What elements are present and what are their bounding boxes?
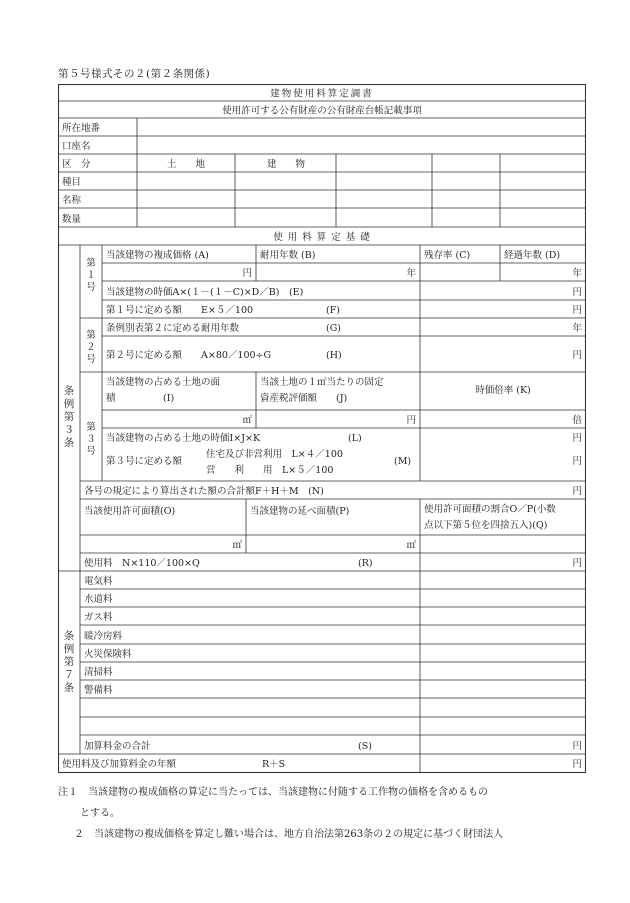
current-price-label: 当該建物の時価A×(１－(１－C)×D／B) (E) (106, 287, 304, 298)
category-label: 区 分 (62, 159, 91, 170)
unit-yen: 円 (572, 287, 582, 298)
annual-label: 使用料及び加算料金の年額 (62, 759, 177, 770)
register-subtitle: 使用許可する公有財産の公有財産台帳記載事項 (222, 105, 422, 117)
name-label: 名称 (62, 195, 82, 206)
item3-label (86, 421, 96, 457)
item2-amount-code: (H) (326, 350, 342, 361)
additional-item-label: 火災保険料 (84, 649, 132, 660)
item3-amount-code: (M) (394, 456, 412, 467)
commercial-use-label: 営 利 用 L×５／100 (206, 465, 334, 476)
item1-amount-code: (F) (326, 305, 341, 316)
svg-text:第２号: 第２号 (86, 330, 96, 365)
additional-item-label: 電気料 (84, 576, 113, 587)
land-area-label-1: 当該建物の占める土地の面 (106, 377, 221, 388)
residual-rate-label: 残存率 (C) (424, 250, 471, 261)
tax-value-label-2: 資産税評価額 (J) (260, 393, 348, 404)
unit-year: 年 (406, 268, 416, 279)
unit-yen: 円 (572, 350, 582, 361)
form-table (58, 84, 586, 774)
additional-item-label: ガス料 (84, 612, 113, 623)
note-1: 注１ 当該建物の複成価格の算定に当たっては、当該建物に付随する工作物の価格を含めるもの (58, 787, 488, 798)
form-title: 建物使用料算定調書 (270, 88, 374, 100)
residential-use-label: 住宅及び非営利用 L×４／100 (206, 449, 343, 460)
land-price-code: (L) (348, 433, 362, 444)
article3-label (64, 384, 75, 449)
usage-fee-form (58, 84, 586, 774)
item2-label (86, 329, 96, 365)
price-multiplier-label: 時価倍率 (K) (475, 385, 531, 396)
unit-yen: 円 (572, 456, 582, 467)
additional-item-label: 警備料 (84, 685, 113, 696)
unit-yen: 円 (242, 268, 252, 279)
svg-text:条例第７条: 条例第７条 (63, 630, 75, 694)
replacement-price-label: 当該建物の複成価格 (A) (106, 250, 209, 261)
ratio-label-2: 点以下第５位を四捨五入)(Q) (424, 520, 548, 531)
unit-year: 年 (572, 323, 582, 334)
unit-sqm: ㎡ (242, 415, 252, 426)
additional-item-label: 暖冷房料 (84, 631, 123, 642)
svg-text:条例第３条: 条例第３条 (63, 385, 75, 449)
land-area-label-2: 積 (I) (106, 393, 175, 404)
unit-yen: 円 (572, 433, 582, 444)
svg-text:第１号: 第１号 (86, 258, 96, 293)
unit-yen: 円 (406, 415, 416, 426)
unit-yen: 円 (572, 486, 582, 497)
notes (58, 782, 578, 845)
additional-item-label: 水道料 (84, 594, 113, 605)
unit-yen: 円 (572, 741, 582, 752)
basis-header: 使 用 料 算 定 基 礎 (273, 232, 371, 243)
unit-sqm: ㎡ (232, 540, 242, 551)
unit-yen: 円 (572, 759, 582, 770)
land-price-label: 当該建物の占める土地の時価I×J×K (106, 433, 261, 444)
item1-label (86, 257, 96, 293)
additional-total-label: 加算料金の合計 (84, 741, 151, 752)
annual-formula: R＋S (262, 759, 286, 770)
svg-text:第３号: 第３号 (86, 422, 96, 457)
quantity-label: 数量 (62, 214, 82, 225)
unit-year: 年 (572, 268, 582, 279)
location-label: 所在地番 (62, 123, 101, 134)
type-label: 種目 (62, 177, 82, 188)
article7-label (64, 629, 75, 694)
ratio-label-1: 使用許可面積の割合O／P(小数 (424, 504, 556, 515)
item2-amount-label: 第２号に定める額 A×80／100÷G (106, 350, 272, 361)
permit-area-label: 当該使用許可面積(O) (84, 506, 176, 517)
note-2: ２ 当該建物の複成価格を算定し難い場合は、地方自治法第263条の２の規定に基づく財団法人 (74, 829, 504, 840)
usage-fee-label: 使用料 N×110／100×Q (84, 558, 200, 569)
elapsed-years-label: 経過年数 (D) (504, 250, 561, 261)
useful-life-label: 耐用年数 (B) (260, 250, 316, 261)
unit-yen: 円 (572, 558, 582, 569)
additional-total-code: (S) (358, 741, 372, 752)
usage-fee-code: (R) (358, 558, 373, 569)
item1-amount-label: 第１号に定める額 E×５／100 (106, 305, 254, 316)
unit-yen: 円 (572, 305, 582, 316)
tax-value-label-1: 当該土地の１㎡当たりの固定 (260, 377, 384, 388)
table2-life-label: 条例別表第２に定める耐用年数 (106, 323, 240, 334)
floor-area-label: 当該建物の延べ面積(P) (250, 506, 350, 517)
note-1-cont: とする。 (80, 808, 120, 819)
table2-life-code: (G) (326, 323, 342, 334)
additional-item-label: 清掃料 (84, 667, 113, 678)
total-n-label: 各号の規定により算出された額の合計額F＋H＋M (N) (84, 486, 324, 497)
item3-amount-label: 第３号に定める額 (106, 456, 183, 467)
form-number-label: 第５号様式その２(第２条関係) (58, 68, 211, 80)
land-header: 土 地 (166, 159, 206, 170)
account-label: 口座名 (62, 141, 91, 152)
unit-times: 倍 (572, 415, 582, 426)
unit-sqm: ㎡ (406, 540, 416, 551)
building-header: 建 物 (266, 159, 306, 170)
